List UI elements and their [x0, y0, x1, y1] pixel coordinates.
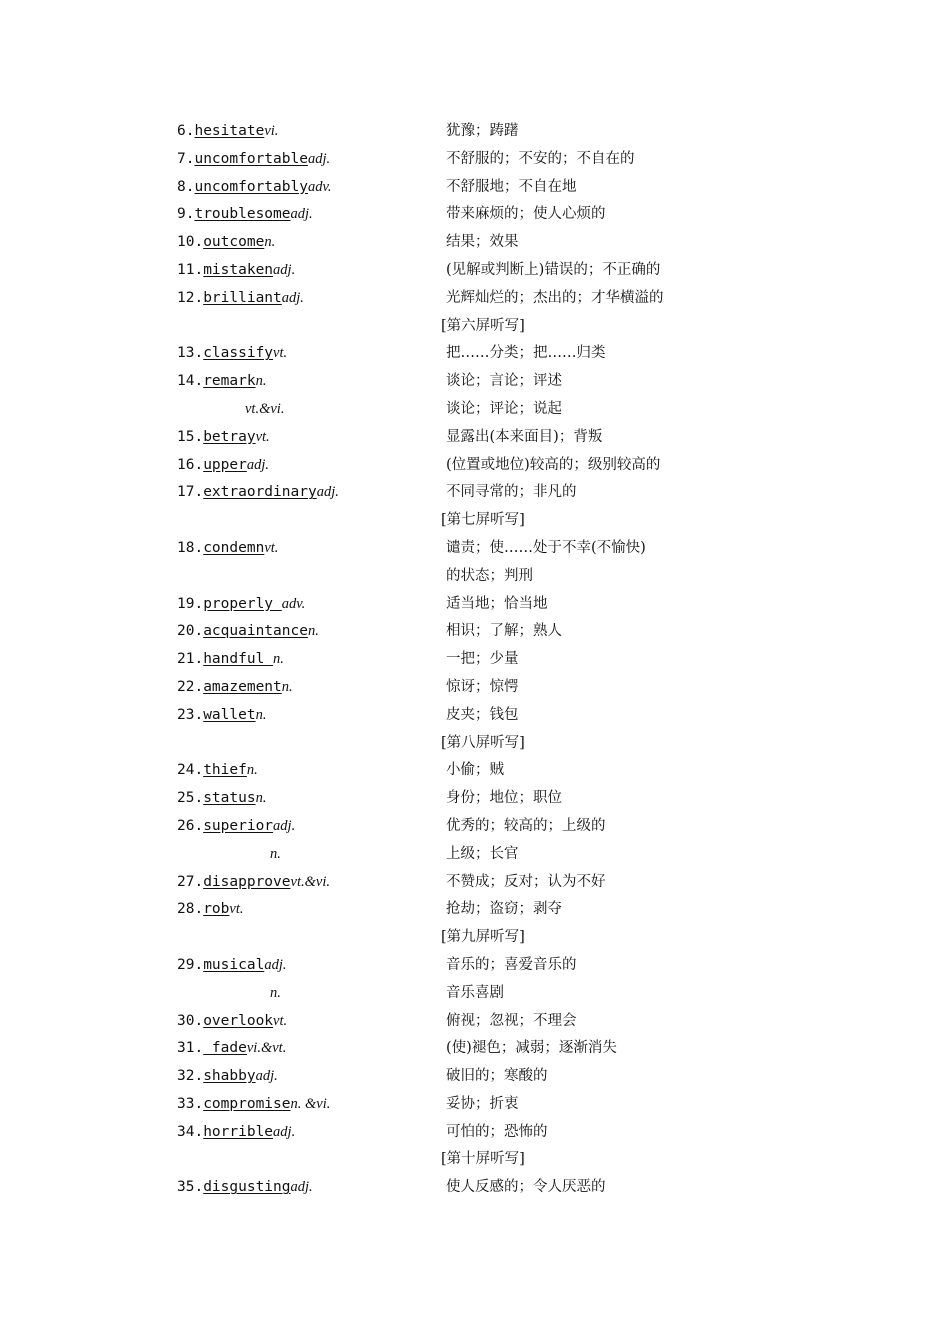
entry-word: musical	[203, 956, 265, 973]
vocabulary-list	[0, 118, 950, 1202]
part-of-speech: vi.	[264, 123, 279, 139]
entry-number: 31.	[177, 1040, 204, 1057]
entry-term	[177, 757, 258, 785]
part-of-speech: vt.	[229, 901, 244, 918]
entry-word: remark	[203, 373, 256, 390]
entry-term	[177, 952, 286, 980]
entry-term	[177, 869, 330, 897]
entry-number: 35.	[177, 1179, 204, 1196]
entry-word: brilliant	[203, 289, 282, 306]
vocab-entry	[0, 869, 950, 897]
entry-number: 33.	[177, 1095, 204, 1112]
entry-term	[177, 1063, 278, 1091]
entry-word: classify	[203, 345, 274, 362]
section-label: [第八屏听写]	[441, 734, 525, 751]
entry-word: acquaintance	[203, 623, 308, 640]
entry-number: 16.	[177, 456, 204, 473]
entry-meaning: 不同寻常的；非凡的	[446, 484, 577, 501]
entry-term	[177, 340, 287, 368]
part-of-speech: n.	[270, 845, 281, 862]
part-of-speech: adj.	[264, 956, 287, 973]
part-of-speech: adj.	[273, 1123, 296, 1140]
section-heading	[0, 730, 950, 758]
entry-term	[177, 201, 313, 229]
entry-number: 20.	[177, 623, 204, 640]
part-of-speech: adj.	[246, 456, 270, 473]
entry-number: 21.	[177, 651, 204, 668]
entry-word: rob	[203, 901, 230, 918]
entry-number: 27.	[177, 873, 204, 890]
entry-number: 18.	[177, 539, 204, 556]
section-label: [第九屏听写]	[441, 929, 525, 946]
vocab-entry	[0, 757, 950, 785]
part-of-speech: adj.	[307, 150, 331, 167]
vocab-entry	[0, 1035, 950, 1063]
entry-meaning: 优秀的；较高的；上级的	[446, 817, 606, 834]
entry-word: thief	[203, 762, 247, 779]
entry-meaning: 犹豫；踌躇	[446, 123, 519, 139]
vocab-entry	[0, 1008, 950, 1036]
part-of-speech: n.	[255, 373, 267, 390]
entry-number: 10.	[177, 234, 204, 251]
entry-term	[177, 257, 295, 285]
entry-term	[177, 452, 269, 480]
entry-meaning: 使人反感的；令人厌恶的	[446, 1179, 606, 1196]
entry-word: mistaken	[203, 261, 274, 278]
entry-meaning: 显露出(本来面目)；背叛	[446, 428, 603, 445]
vocab-entry	[0, 285, 950, 313]
part-of-speech: n.	[270, 984, 281, 1001]
entry-meaning: 妥协；折衷	[446, 1095, 519, 1112]
entry-meaning: 的状态；判刑	[446, 567, 533, 584]
vocab-entry	[0, 229, 950, 257]
entry-meaning: 可怕的；恐怖的	[446, 1123, 548, 1140]
entry-word: uncomfortably	[194, 178, 308, 195]
entry-meaning: 破旧的；寒酸的	[446, 1068, 548, 1085]
entry-number: 6.	[177, 123, 195, 139]
entry-number: 22.	[177, 678, 204, 695]
vocab-entry	[0, 674, 950, 702]
part-of-speech: adv.	[307, 178, 332, 195]
part-of-speech: n.	[281, 678, 293, 695]
entry-word: fade	[203, 1040, 247, 1057]
entry-term	[177, 813, 295, 841]
entry-term	[177, 591, 305, 619]
entry-number: 15.	[177, 428, 204, 445]
entry-meaning: 结果；效果	[446, 234, 519, 251]
part-of-speech: vt.	[264, 539, 279, 556]
entry-term	[177, 229, 275, 257]
entry-term	[177, 1035, 286, 1063]
vocab-entry	[0, 702, 950, 730]
entry-number: 23.	[177, 706, 204, 723]
entry-meaning: 谈论；言论；评述	[446, 373, 562, 390]
vocab-entry	[0, 452, 950, 480]
entry-term	[177, 1174, 313, 1202]
entry-number: 17.	[177, 484, 204, 501]
entry-term	[177, 535, 278, 563]
section-label: [第七屏听写]	[441, 512, 525, 529]
entry-meaning: 带来麻烦的；使人心烦的	[446, 206, 606, 223]
part-of-speech: n.	[255, 790, 267, 807]
entry-number: 32.	[177, 1068, 204, 1085]
entry-meaning: 俯视；忽视；不理会	[446, 1012, 577, 1029]
entry-number: 12.	[177, 289, 204, 306]
vocab-entry	[0, 1063, 950, 1091]
part-of-speech: vt.	[273, 1012, 288, 1029]
entry-meaning: (见解或判断上)错误的；不正确的	[446, 261, 661, 278]
entry-word: compromise	[203, 1095, 291, 1112]
entry-number: 8.	[177, 178, 195, 195]
entry-number: 24.	[177, 762, 204, 779]
vocab-entry	[0, 1174, 950, 1202]
vocab-sub-entry	[0, 563, 950, 591]
vocab-entry	[0, 785, 950, 813]
entry-meaning: 把……分类；把……归类	[446, 345, 606, 362]
entry-term	[177, 479, 339, 507]
entry-meaning: 音乐的；喜爱音乐的	[446, 956, 577, 973]
entry-term	[177, 785, 266, 813]
part-of-speech: vi.&vt.	[246, 1040, 287, 1057]
part-of-speech: adj.	[273, 817, 296, 834]
entry-word: extraordinary	[203, 484, 317, 501]
part-of-speech: adj.	[290, 1179, 313, 1196]
entry-word: superior	[203, 817, 274, 834]
entry-term	[177, 1008, 287, 1036]
vocab-entry	[0, 479, 950, 507]
section-label: [第十屏听写]	[441, 1151, 525, 1168]
entry-meaning: 谈论；评论；说起	[446, 400, 562, 417]
entry-number: 30.	[177, 1012, 204, 1029]
entry-number: 13.	[177, 345, 204, 362]
entry-word: betray	[203, 428, 256, 445]
part-of-speech: n.	[273, 651, 284, 668]
section-heading	[0, 1146, 950, 1174]
part-of-speech: adj.	[316, 484, 339, 501]
part-of-speech: adj.	[255, 1068, 278, 1085]
entry-term	[177, 896, 244, 924]
entry-word: outcome	[203, 234, 265, 251]
entry-meaning: 音乐喜剧	[446, 984, 504, 1001]
entry-term	[177, 424, 270, 452]
vocab-entry	[0, 896, 950, 924]
entry-meaning: 不舒服的；不安的；不自在的	[446, 150, 635, 167]
entry-word: overlook	[203, 1012, 274, 1029]
entry-number: 26.	[177, 817, 204, 834]
entry-word: hesitate	[194, 123, 265, 139]
part-of-speech: adj.	[290, 206, 313, 223]
entry-meaning: 适当地；恰当地	[446, 595, 548, 612]
entry-term	[177, 646, 284, 674]
part-of-speech: n.	[264, 234, 276, 251]
entry-word: handful	[203, 651, 274, 668]
entry-term	[177, 118, 278, 146]
entry-meaning: 不舒服地；不自在地	[446, 178, 577, 195]
entry-number: 25.	[177, 790, 204, 807]
entry-word: amazement	[203, 678, 282, 695]
vocab-sub-entry	[0, 396, 950, 424]
vocab-entry	[0, 591, 950, 619]
entry-number: 7.	[177, 150, 195, 167]
part-of-speech: adj.	[281, 289, 304, 306]
entry-meaning: 一把；少量	[446, 651, 519, 668]
entry-word: horrible	[203, 1123, 274, 1140]
part-of-speech: n.	[307, 623, 319, 640]
entry-word: uncomfortable	[194, 150, 308, 167]
entry-term	[177, 368, 266, 396]
entry-meaning: 不赞成；反对；认为不好	[446, 873, 606, 890]
vocab-entry	[0, 118, 950, 146]
part-of-speech: vt.	[273, 345, 288, 362]
entry-meaning: 皮夹；钱包	[446, 706, 519, 723]
entry-number: 34.	[177, 1123, 204, 1140]
entry-word: condemn	[203, 539, 265, 556]
entry-term	[177, 1119, 295, 1147]
entry-meaning: 身份；地位；职位	[446, 790, 562, 807]
vocab-entry	[0, 368, 950, 396]
part-of-speech: n.	[246, 762, 258, 779]
entry-meaning: 抢劫；盗窃；剥夺	[446, 901, 562, 918]
vocab-entry	[0, 201, 950, 229]
entry-word: disgusting	[203, 1179, 291, 1196]
entry-word: status	[203, 790, 256, 807]
entry-meaning: 上级；长官	[446, 845, 519, 862]
vocab-sub-entry	[0, 841, 950, 869]
entry-meaning: (使)褪色；减弱；逐渐消失	[446, 1040, 617, 1057]
entry-term	[177, 618, 319, 646]
entry-word: properly	[203, 595, 282, 612]
section-heading	[0, 924, 950, 952]
vocab-entry	[0, 535, 950, 563]
entry-number: 29.	[177, 956, 204, 973]
entry-term	[177, 674, 293, 702]
entry-word: disapprove	[203, 873, 291, 890]
entry-term	[177, 285, 304, 313]
entry-meaning: 相识；了解；熟人	[446, 623, 562, 640]
entry-number: 9.	[177, 206, 195, 223]
vocab-entry	[0, 424, 950, 452]
part-of-speech: adv.	[281, 595, 306, 612]
vocab-entry	[0, 174, 950, 202]
part-of-speech: vt.&vi.	[290, 873, 330, 890]
entry-meaning: 小偷；贼	[446, 762, 504, 779]
entry-meaning: 谴责；使……处于不幸(不愉快)	[446, 539, 646, 556]
vocab-entry	[0, 813, 950, 841]
vocab-entry	[0, 618, 950, 646]
section-label: [第六屏听写]	[441, 317, 525, 334]
entry-number: 11.	[177, 261, 204, 278]
vocab-entry	[0, 340, 950, 368]
vocab-entry	[0, 1119, 950, 1147]
part-of-speech: vt.	[255, 428, 270, 445]
section-heading	[0, 313, 950, 341]
entry-word: upper	[203, 456, 247, 473]
entry-term	[177, 146, 330, 174]
part-of-speech: vt.&vi.	[245, 400, 285, 417]
part-of-speech: n. &vi.	[290, 1095, 331, 1112]
entry-meaning: (位置或地位)较高的；级别较高的	[446, 456, 661, 473]
entry-term	[177, 1091, 330, 1119]
entry-word: troublesome	[194, 206, 291, 223]
entry-word: wallet	[203, 706, 256, 723]
entry-number: 14.	[177, 373, 204, 390]
entry-number: 19.	[177, 595, 204, 612]
vocab-sub-entry	[0, 980, 950, 1008]
entry-term	[177, 702, 266, 730]
entry-word: shabby	[203, 1068, 256, 1085]
entry-term	[177, 174, 331, 202]
vocab-entry	[0, 1091, 950, 1119]
vocab-entry	[0, 646, 950, 674]
section-heading	[0, 507, 950, 535]
vocab-entry	[0, 257, 950, 285]
entry-meaning: 惊讶；惊愕	[446, 678, 519, 695]
vocab-entry	[0, 952, 950, 980]
entry-number: 28.	[177, 901, 204, 918]
part-of-speech: n.	[255, 706, 267, 723]
vocab-entry	[0, 146, 950, 174]
part-of-speech: adj.	[273, 261, 296, 278]
entry-meaning: 光辉灿烂的；杰出的；才华横溢的	[446, 289, 664, 306]
